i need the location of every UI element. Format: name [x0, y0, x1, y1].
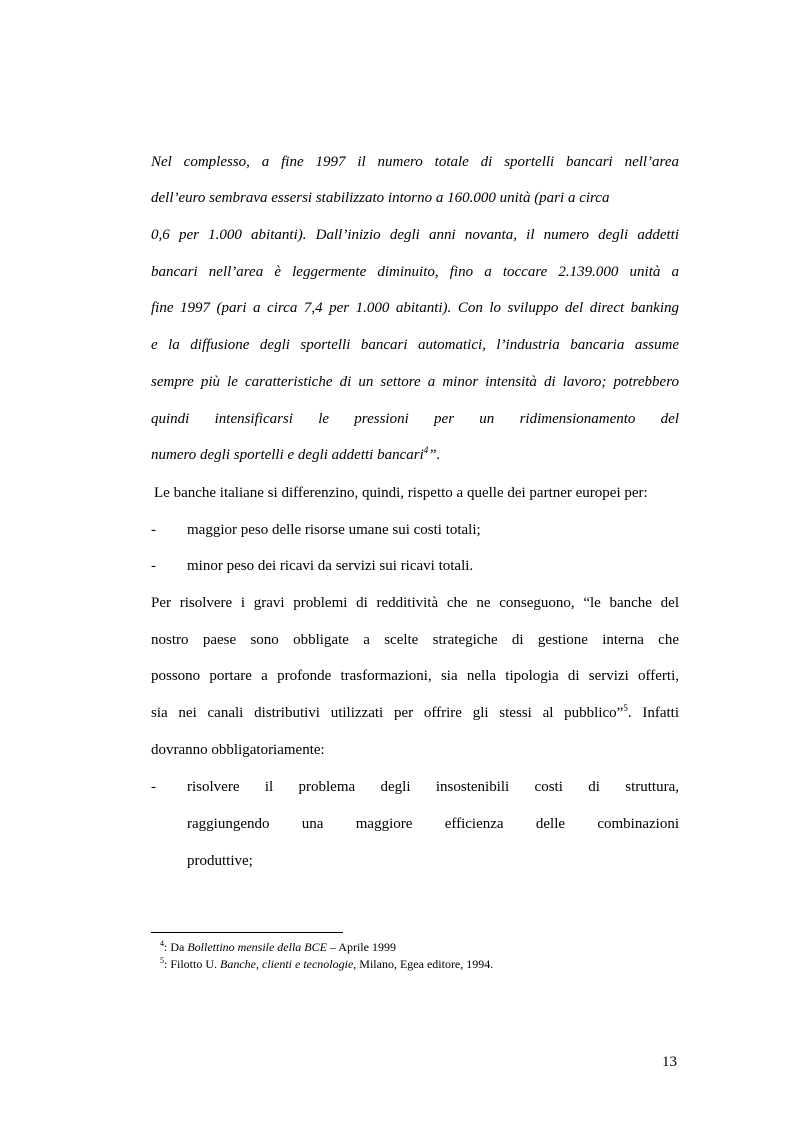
- list-item-2: minor peso dei ricavi da servizi sui ricavi totali.: [187, 558, 474, 574]
- list-dash: -: [151, 558, 156, 574]
- quote-line-4: bancari nell’area è leggermente diminuito, fino a toccare 2.139.000 unità a: [151, 264, 679, 280]
- para-line-3: possono portare a profonde trasformazioni, sia nella tipologia di servizi offerti,: [151, 668, 679, 684]
- footnote-text: : Filotto U.: [164, 957, 221, 971]
- footnote-title: Banche, clienti e tecnologie: [220, 957, 354, 971]
- quote-close: ”.: [428, 447, 441, 463]
- footnote-number: 4: [160, 939, 164, 948]
- list-item-1: maggior peso delle risorse umane sui costi totali;: [187, 522, 481, 538]
- footnote-4: [160, 940, 396, 954]
- footnote-ref-5: 5: [623, 703, 628, 713]
- list2-line-1: risolvere il problema degli insostenibili costi di struttura,: [187, 779, 679, 795]
- quote-line-5: fine 1997 (pari a circa 7,4 per 1.000 abitanti). Con lo sviluppo del direct banking: [151, 300, 679, 316]
- intro-line: Le banche italiane si differenzino, quindi, rispetto a quelle dei partner europei per:: [154, 485, 648, 501]
- list-dash: -: [151, 522, 156, 538]
- list2-line-3: produttive;: [187, 853, 253, 869]
- quote-line-8: quindi intensificarsi le pressioni per un ridimensionamento del: [151, 411, 679, 427]
- footnote-text: – Aprile 1999: [326, 940, 396, 954]
- list-dash: -: [151, 779, 156, 795]
- para-line-5: dovranno obbligatoriamente:: [151, 742, 325, 758]
- quote-last-text: numero degli sportelli e degli addetti bancari: [151, 447, 424, 463]
- quote-line-3: 0,6 per 1.000 abitanti). Dall’inizio degli anni novanta, il numero degli addetti: [151, 227, 679, 243]
- footnote-divider: [151, 932, 343, 933]
- quote-line-1: Nel complesso, a fine 1997 il numero totale di sportelli bancari nell’area: [151, 154, 679, 170]
- list2-line-2: raggiungendo una maggiore efficienza delle combinazioni: [187, 816, 679, 832]
- quote-line-2: dell’euro sembrava essersi stabilizzato intorno a 160.000 unità (pari a circa: [151, 190, 610, 206]
- footnote-5: [160, 957, 493, 971]
- para-line-1: Per risolvere i gravi problemi di redditività che ne conseguono, “le banche del: [151, 595, 679, 611]
- footnote-title: Bollettino mensile della BCE: [187, 940, 327, 954]
- footnote-number: 5: [160, 956, 164, 965]
- para-line-4-end: . Infatti: [627, 705, 679, 721]
- page-number: 13: [662, 1054, 677, 1070]
- quote-line-6: e la diffusione degli sportelli bancari automatici, l’industria bancaria assume: [151, 337, 679, 353]
- footnote-ref-4: 4: [423, 445, 429, 455]
- para-line-4: [151, 704, 679, 722]
- para-line-2: nostro paese sono obbligate a scelte strategiche di gestione interna che: [151, 632, 679, 648]
- quote-line-9: [151, 446, 679, 464]
- para-line-4-text: sia nei canali distributivi utilizzati per offrire gli stessi al pubblico”: [151, 705, 624, 721]
- footnote-text: : Da: [164, 940, 188, 954]
- footnote-text: , Milano, Egea editore, 1994.: [353, 957, 494, 971]
- quote-line-7: sempre più le caratteristiche di un settore a minor intensità di lavoro; potrebbero: [151, 374, 679, 390]
